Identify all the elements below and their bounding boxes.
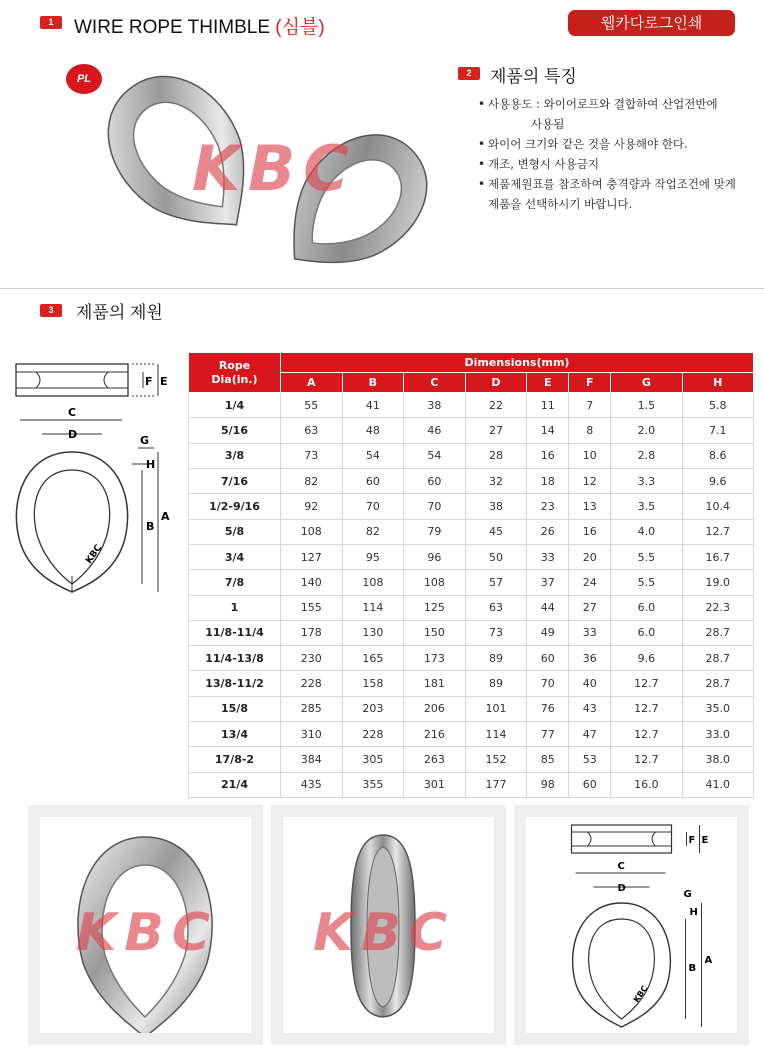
dimension-cell: 40 — [569, 671, 611, 696]
dimension-cell: 130 — [342, 620, 404, 645]
dim-label-g: G — [140, 434, 150, 447]
feature-item-continuation: 제품을 선택하시기 바랍니다. — [488, 197, 633, 211]
dimension-cell: 85 — [527, 747, 569, 772]
dimension-cell: 27 — [569, 595, 611, 620]
dimension-cell: 36 — [569, 646, 611, 671]
dimension-cell: 12.7 — [611, 671, 682, 696]
dimension-cell: 12 — [569, 468, 611, 493]
dimension-cell: 70 — [404, 494, 466, 519]
dim-label-h: H — [146, 458, 156, 471]
table-row — [189, 696, 754, 721]
rope-dia-cell: 11/4-13/8 — [189, 646, 281, 671]
photo-frame-1 — [28, 805, 263, 1045]
section-divider — [0, 288, 764, 289]
web-catalog-print-button[interactable]: 웹카다로그인쇄 — [568, 10, 735, 36]
dimension-cell: 3.5 — [611, 494, 682, 519]
dimensions-header: Dimensions(mm) — [281, 353, 754, 373]
dimension-cell: 33 — [527, 544, 569, 569]
dimension-cell: 28.7 — [682, 671, 753, 696]
table-header-row — [189, 353, 754, 373]
dim-label-d: D — [68, 428, 78, 441]
dimension-cell: 1.5 — [611, 393, 682, 418]
dimension-cell: 8.6 — [682, 443, 753, 468]
column-header-c: C — [404, 373, 466, 393]
table-row — [189, 393, 754, 418]
dimension-cell: 60 — [527, 646, 569, 671]
column-header-g: G — [611, 373, 682, 393]
dimension-cell: 55 — [281, 393, 343, 418]
dimension-cell: 11 — [527, 393, 569, 418]
dimension-cell: 285 — [281, 696, 343, 721]
dimension-cell: 33.0 — [682, 722, 753, 747]
rope-dia-cell: 13/8-11/2 — [189, 671, 281, 696]
dimension-cell: 60 — [404, 468, 466, 493]
dimension-cell: 3.3 — [611, 468, 682, 493]
kbc-watermark: KBC — [192, 132, 357, 205]
rope-dia-header: Rope Dia(in.) — [189, 353, 281, 393]
dim-label-a-small: A — [704, 955, 713, 966]
dimension-cell: 6.0 — [611, 620, 682, 645]
dimension-cell: 206 — [404, 696, 466, 721]
dimension-cell: 24 — [569, 570, 611, 595]
dim-label-c: C — [68, 406, 77, 419]
dimension-cell: 152 — [465, 747, 527, 772]
dimension-cell: 355 — [342, 772, 404, 797]
rope-dia-cell: 3/4 — [189, 544, 281, 569]
dimension-cell: 23 — [527, 494, 569, 519]
dimension-cell: 301 — [404, 772, 466, 797]
page-title — [74, 12, 325, 39]
dimension-cell: 14 — [527, 418, 569, 443]
dimension-cell: 38 — [465, 494, 527, 519]
dimension-cell: 28.7 — [682, 646, 753, 671]
column-header-a: A — [281, 373, 343, 393]
dimension-cell: 2.8 — [611, 443, 682, 468]
photo-front-view — [40, 817, 251, 1033]
dimension-cell: 158 — [342, 671, 404, 696]
table-row — [189, 747, 754, 772]
feature-item: • 사용용도 : 와이어로프와 결합하여 산업전반에 — [478, 94, 758, 114]
dimension-cell: 12.7 — [682, 519, 753, 544]
rope-dia-cell: 1/2-9/16 — [189, 494, 281, 519]
feature-list — [478, 94, 758, 214]
diagram-brand-small: KBC — [631, 984, 650, 1005]
dimension-cell: 6.0 — [611, 595, 682, 620]
dimension-cell: 305 — [342, 747, 404, 772]
dimension-cell: 41.0 — [682, 772, 753, 797]
dimension-cell: 46 — [404, 418, 466, 443]
dimension-cell: 114 — [342, 595, 404, 620]
table-row — [189, 544, 754, 569]
dimension-cell: 101 — [465, 696, 527, 721]
thimble-dimension-diagram-small — [526, 817, 737, 1033]
dimension-cell: 165 — [342, 646, 404, 671]
rope-dia-cell: 13/4 — [189, 722, 281, 747]
dimension-cell: 150 — [404, 620, 466, 645]
dimension-cell: 38.0 — [682, 747, 753, 772]
dimension-cell: 63 — [281, 418, 343, 443]
table-row — [189, 468, 754, 493]
dimension-cell: 89 — [465, 646, 527, 671]
dim-label-g-small: G — [683, 889, 692, 900]
dimension-cell: 10 — [569, 443, 611, 468]
table-row — [189, 519, 754, 544]
section-2-title: 제품의 특징 — [490, 67, 577, 86]
dimension-cell: 73 — [281, 443, 343, 468]
table-row — [189, 722, 754, 747]
dimension-cell: 5.5 — [611, 544, 682, 569]
feature-item: • 개조, 변형시 사용금지 — [478, 154, 758, 174]
dimension-cell: 384 — [281, 747, 343, 772]
table-row — [189, 494, 754, 519]
section-3-number: 3 — [40, 304, 62, 317]
dimension-cell: 35.0 — [682, 696, 753, 721]
table-row — [189, 570, 754, 595]
dimension-cell: 16 — [527, 443, 569, 468]
dimension-cell: 44 — [527, 595, 569, 620]
dimension-cell: 19.0 — [682, 570, 753, 595]
dimension-cell: 203 — [342, 696, 404, 721]
dimension-cell: 108 — [281, 519, 343, 544]
dimension-cell: 26 — [527, 519, 569, 544]
dimension-cell: 82 — [342, 519, 404, 544]
dimension-cell: 8 — [569, 418, 611, 443]
dim-label-e-small: E — [701, 835, 709, 846]
dimension-cell: 16.0 — [611, 772, 682, 797]
pl-logo: PL — [66, 64, 102, 94]
dimension-cell: 82 — [281, 468, 343, 493]
dimension-cell: 22.3 — [682, 595, 753, 620]
dimension-cell: 70 — [342, 494, 404, 519]
table-row — [189, 772, 754, 797]
table-row — [189, 671, 754, 696]
dimension-cell: 60 — [569, 772, 611, 797]
dimension-cell: 60 — [342, 468, 404, 493]
dimension-cell: 155 — [281, 595, 343, 620]
rope-dia-cell: 15/8 — [189, 696, 281, 721]
dimension-cell: 125 — [404, 595, 466, 620]
dimension-cell: 435 — [281, 772, 343, 797]
dimension-cell: 4.0 — [611, 519, 682, 544]
dimension-cell: 20 — [569, 544, 611, 569]
dimension-cell: 7.1 — [682, 418, 753, 443]
dimension-cell: 12.7 — [611, 747, 682, 772]
feature-item: • 와이어 크기와 같은 것을 사용해야 한다. — [478, 134, 758, 154]
column-header-d: D — [465, 373, 527, 393]
dimension-cell: 70 — [527, 671, 569, 696]
dimension-cell: 92 — [281, 494, 343, 519]
section-1-number: 1 — [40, 16, 62, 29]
dimension-cell: 73 — [465, 620, 527, 645]
dimension-cell: 9.6 — [682, 468, 753, 493]
dimension-cell: 38 — [404, 393, 466, 418]
dim-label-f-small: F — [688, 835, 696, 846]
dimension-cell: 22 — [465, 393, 527, 418]
photo-frame-2 — [271, 805, 506, 1045]
dimension-cell: 28.7 — [682, 620, 753, 645]
dimension-cell: 9.6 — [611, 646, 682, 671]
dim-label-c-small: C — [617, 861, 625, 872]
dimension-cell: 47 — [569, 722, 611, 747]
rope-dia-cell: 5/8 — [189, 519, 281, 544]
dimension-cell: 28 — [465, 443, 527, 468]
dimension-cell: 63 — [465, 595, 527, 620]
dim-label-b: B — [146, 520, 155, 533]
photo-frame-3 — [514, 805, 749, 1045]
dimension-cell: 53 — [569, 747, 611, 772]
section-2-number: 2 — [458, 67, 480, 80]
dimension-cell: 98 — [527, 772, 569, 797]
diagram-brand: KBC — [84, 543, 105, 566]
dimension-cell: 108 — [342, 570, 404, 595]
spec-table — [188, 352, 754, 798]
kbc-watermark: KBC — [313, 903, 456, 963]
dimension-cell: 13 — [569, 494, 611, 519]
dimension-cell: 114 — [465, 722, 527, 747]
column-header-f: F — [569, 373, 611, 393]
dimension-cell: 89 — [465, 671, 527, 696]
photo-dimension-diagram — [526, 817, 737, 1033]
dimension-cell: 7 — [569, 393, 611, 418]
dimension-cell: 54 — [404, 443, 466, 468]
feature-item: • 제품제원표를 참조하여 충격량과 작업조건에 맞게 — [478, 174, 758, 194]
dimension-cell: 178 — [281, 620, 343, 645]
product-photo-top — [60, 50, 450, 280]
dim-label-a: A — [161, 510, 170, 523]
dimension-cell: 173 — [404, 646, 466, 671]
table-row — [189, 620, 754, 645]
page-title-korean: (심블) — [275, 17, 325, 38]
section-3-title: 제품의 제원 — [76, 303, 163, 322]
dim-label-e: E — [160, 375, 168, 388]
dimension-cell: 228 — [281, 671, 343, 696]
dimension-cell: 32 — [465, 468, 527, 493]
dimension-cell: 5.5 — [611, 570, 682, 595]
dimension-cell: 140 — [281, 570, 343, 595]
dim-label-h-small: H — [689, 907, 698, 918]
dimension-cell: 12.7 — [611, 722, 682, 747]
rope-dia-cell: 21/4 — [189, 772, 281, 797]
thimble-dimension-diagram — [6, 352, 186, 612]
dim-label-f: F — [145, 375, 153, 388]
dimension-cell: 48 — [342, 418, 404, 443]
dimension-cell: 27 — [465, 418, 527, 443]
rope-dia-cell: 1/4 — [189, 393, 281, 418]
dimension-cell: 12.7 — [611, 696, 682, 721]
dimension-cell: 263 — [404, 747, 466, 772]
column-header-h: H — [682, 373, 753, 393]
dimension-cell: 5.8 — [682, 393, 753, 418]
spec-table-body — [189, 393, 754, 798]
dimension-cell: 37 — [527, 570, 569, 595]
table-row — [189, 443, 754, 468]
dim-label-d-small: D — [617, 883, 626, 894]
dimension-cell: 41 — [342, 393, 404, 418]
rope-dia-cell: 7/16 — [189, 468, 281, 493]
dimension-cell: 49 — [527, 620, 569, 645]
table-row — [189, 646, 754, 671]
dimension-cell: 108 — [404, 570, 466, 595]
dimension-cell: 216 — [404, 722, 466, 747]
table-row — [189, 418, 754, 443]
dimension-cell: 10.4 — [682, 494, 753, 519]
dimension-cell: 76 — [527, 696, 569, 721]
dimension-cell: 230 — [281, 646, 343, 671]
dimension-cell: 16 — [569, 519, 611, 544]
dimension-cell: 57 — [465, 570, 527, 595]
dimension-cell: 43 — [569, 696, 611, 721]
dimension-cell: 177 — [465, 772, 527, 797]
dimension-cell: 310 — [281, 722, 343, 747]
dimension-cell: 18 — [527, 468, 569, 493]
dimension-cell: 96 — [404, 544, 466, 569]
kbc-watermark: KBC — [76, 903, 219, 963]
dimension-cell: 33 — [569, 620, 611, 645]
rope-dia-cell: 5/16 — [189, 418, 281, 443]
dimension-cell: 77 — [527, 722, 569, 747]
rope-dia-cell: 1 — [189, 595, 281, 620]
dim-label-b-small: B — [688, 963, 697, 974]
dimension-cell: 79 — [404, 519, 466, 544]
dimension-cell: 50 — [465, 544, 527, 569]
rope-dia-cell: 11/8-11/4 — [189, 620, 281, 645]
dimension-cell: 54 — [342, 443, 404, 468]
dimension-cell: 95 — [342, 544, 404, 569]
rope-dia-cell: 17/8-2 — [189, 747, 281, 772]
dimension-cell: 181 — [404, 671, 466, 696]
table-row — [189, 595, 754, 620]
rope-dia-cell: 7/8 — [189, 570, 281, 595]
dimension-cell: 16.7 — [682, 544, 753, 569]
rope-dia-cell: 3/8 — [189, 443, 281, 468]
page-title-text: WIRE ROPE THIMBLE — [74, 17, 271, 38]
dimension-cell: 127 — [281, 544, 343, 569]
dimension-cell: 2.0 — [611, 418, 682, 443]
dimension-cell: 45 — [465, 519, 527, 544]
column-header-e: E — [527, 373, 569, 393]
dimension-cell: 228 — [342, 722, 404, 747]
photo-side-view — [283, 817, 494, 1033]
column-header-b: B — [342, 373, 404, 393]
feature-item-continuation: 사용됨 — [531, 117, 565, 131]
